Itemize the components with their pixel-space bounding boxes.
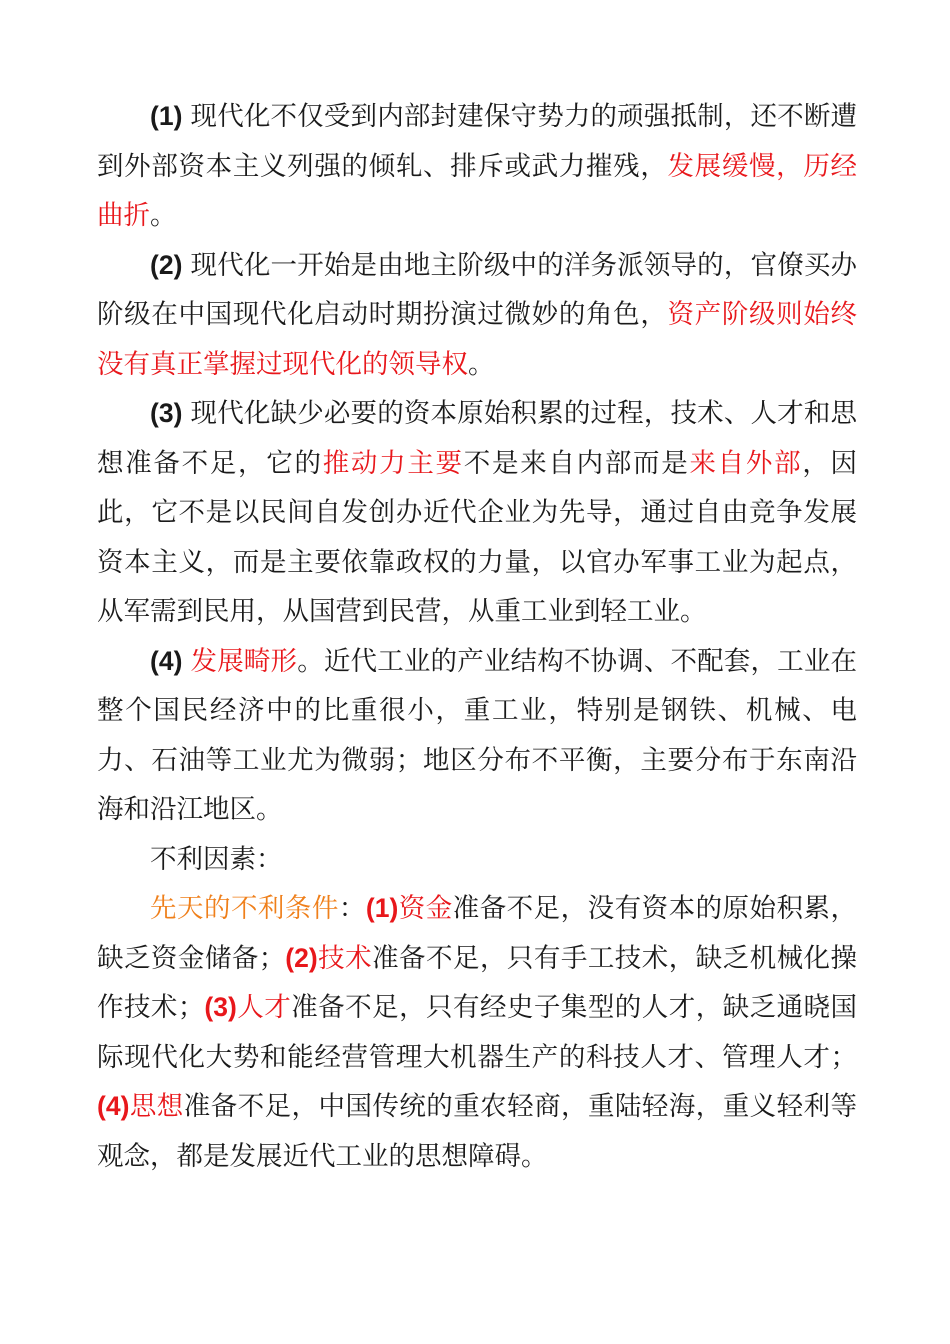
item-number-2: (2) [150,249,183,280]
factor-number-2: (2) [285,942,318,973]
factor-talent: 人才 [236,992,292,1023]
factor-capital: 资金 [398,893,453,924]
paragraph-2-end: 。 [468,348,495,380]
paragraph-2-highlight: 资产阶级则始终没有真正掌握过现代化的领导权 [97,299,858,380]
factor-technology-text: 准备不足，只有手工技术，缺乏机械化操作技术； [97,942,858,1023]
paragraph-3-text-3: ，因此，它不是以民间自发创办近代企业为先导，通过自由竞争发展资本主义，而是主要依靠政权的力量，以官办军事工业为起点，从军需到民用，从国营到民营，从重工业到轻工业。 [97,447,858,627]
item-number-4: (4) [150,645,183,676]
unfavorable-factors-label: 不利因素： [150,843,283,875]
colon: ： [338,893,366,924]
factor-talent-text: 准备不足，只有经史子集型的人才，缺乏通晓国际现代化大势和能经营管理大机器生产的科技人才、管理人才； [97,992,858,1073]
paragraph-3-text-2: 不是来自内部而是 [463,447,690,479]
paragraph-4-text: 。近代工业的产业结构不协调、不配套，工业在整个国民经济中的比重很小，重工业，特别是钢铁、机械、电力、石油等工业尤为微弱；地区分布不平衡，主要分布于东南沿海和沿江地区。 [97,645,858,825]
paragraph-6 [97,884,857,1181]
paragraph-1-end: 。 [150,200,177,231]
factor-thought: 思想 [129,1091,184,1122]
paragraph-2 [97,241,857,390]
factor-number-1: (1) [365,893,399,923]
paragraph-1-text: 现代化不仅受到内部封建保守势力的顽强抵制，还不断遭到外部资本主义列强的倾轧、排斥或武力摧残， [97,101,857,182]
paragraph-4-highlight: 发展畸形 [190,645,298,677]
item-number-1: (1) [150,101,183,131]
paragraph-2-text: 现代化一开始是由地主阶级中的洋务派领导的，官僚买办阶级在中国现代化启动时期扮演过微妙的角色， [97,249,857,330]
factor-capital-text: 准备不足，没有资本的原始积累，缺乏资金储备； [97,893,857,974]
factor-number-4: (4) [97,1091,130,1121]
paragraph-3-highlight-1: 推动力主要 [322,447,464,479]
innate-conditions-label: 先天的不利条件 [150,893,339,924]
paragraph-3 [97,389,857,637]
paragraph-unfavorable-heading [97,835,857,885]
paragraph-1 [97,92,857,241]
factor-technology: 技术 [317,942,373,974]
paragraph-3-text: 现代化缺少必要的资本原始积累的过程，技术、人才和思想准备不足，它的 [97,398,857,479]
factor-thought-text: 准备不足，中国传统的重农轻商，重陆轻海，重义轻利等观念，都是发展近代工业的思想障碍。 [97,1091,858,1172]
factor-number-3: (3) [204,992,237,1022]
document-page [97,92,857,1181]
paragraph-3-highlight-2: 来自外部 [689,447,803,479]
paragraph-1-highlight: 发展缓慢，历经曲折 [97,150,858,231]
item-number-3: (3) [150,398,183,428]
paragraph-4 [97,637,857,835]
